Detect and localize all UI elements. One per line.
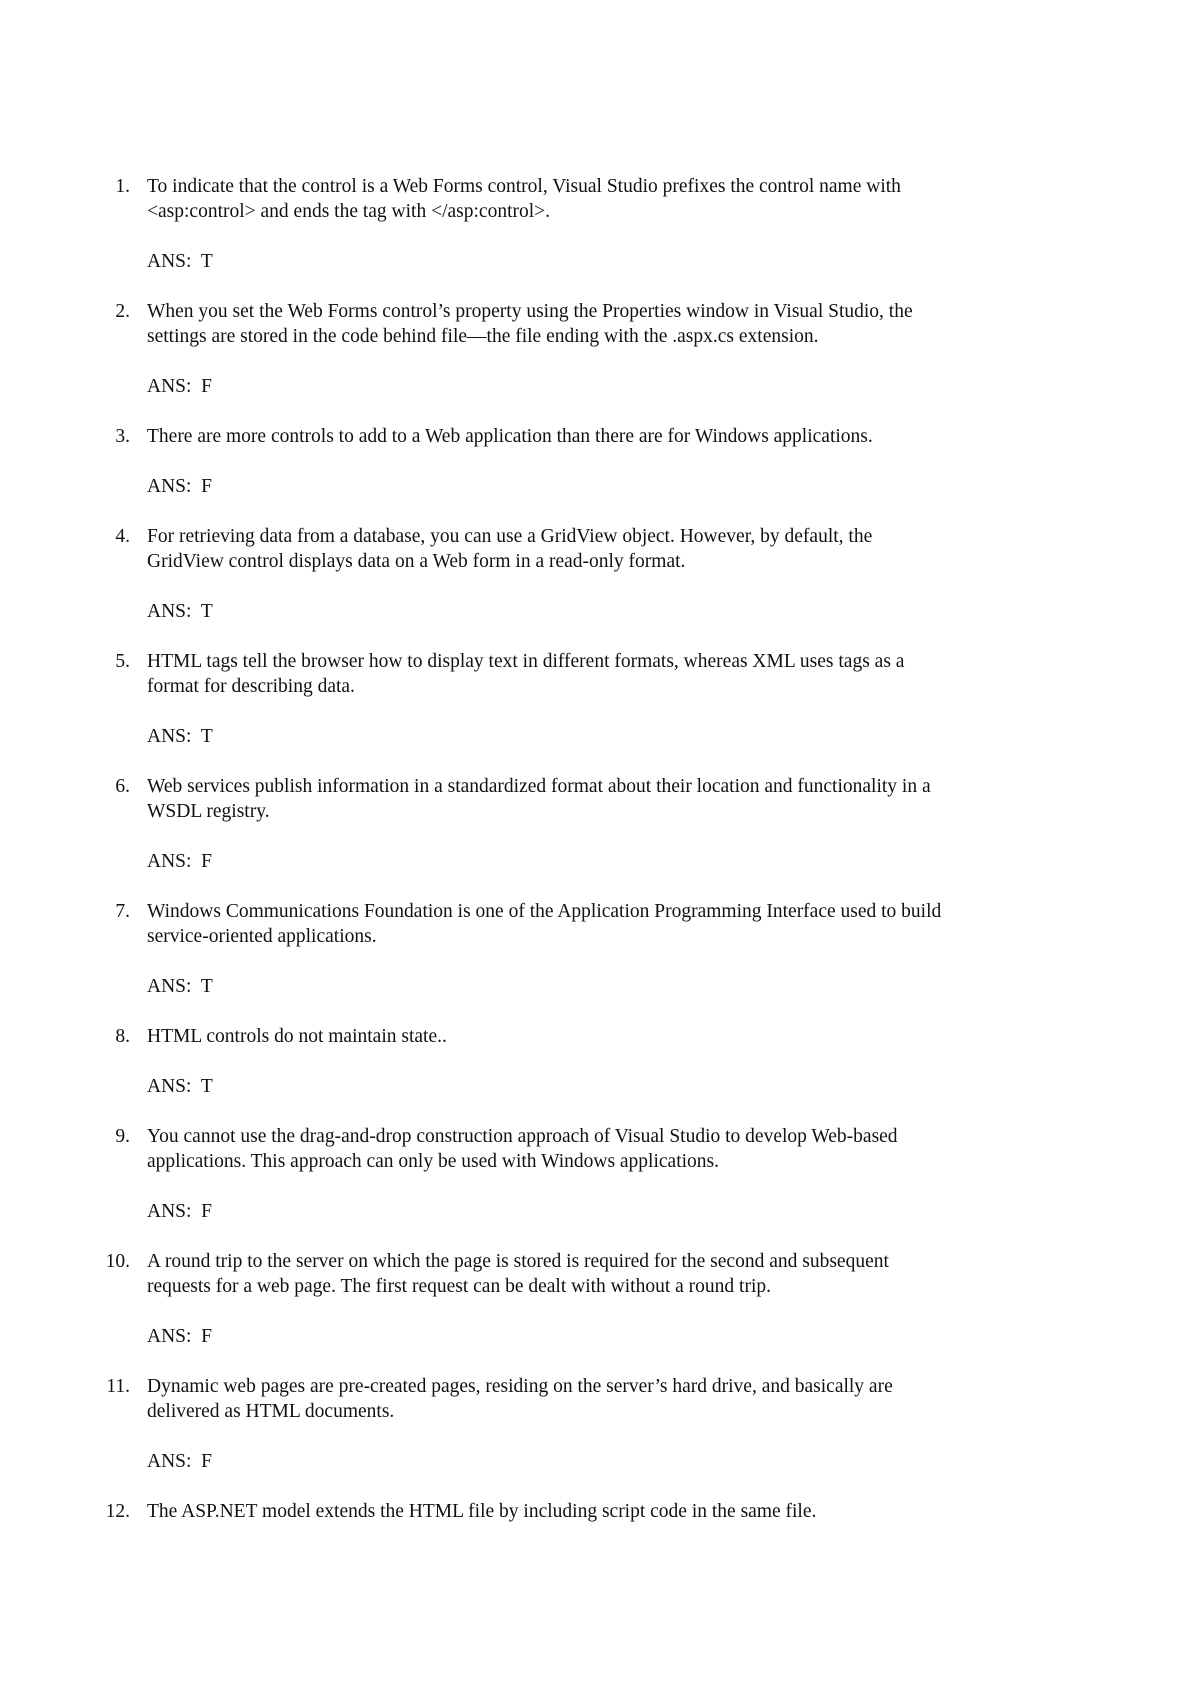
question-text: HTML tags tell the browser how to display text in different formats, whereas XML uses tags as a format for describing data. xyxy=(147,651,905,697)
question-text: When you set the Web Forms control’s property using the Properties window in Visual Studio, the settings are stored in the code behind file—the file ending with the .aspx.cs extension. xyxy=(147,301,913,347)
question-text: The ASP.NET model extends the HTML file by including script code in the same file. xyxy=(147,1501,817,1522)
question-text: A round trip to the server on which the page is stored is required for the second and subsequent requests for a web page. The first request can be dealt with without a round trip. xyxy=(147,1251,889,1297)
question-number: 2. xyxy=(115,301,130,322)
question-item xyxy=(0,1499,1200,1524)
question-number: 12. xyxy=(105,1501,130,1522)
answer-text: ANS: F xyxy=(147,851,213,872)
question-item xyxy=(0,424,1200,499)
answer-text: ANS: T xyxy=(147,976,213,997)
question-item xyxy=(0,524,1200,624)
answer-text: ANS: F xyxy=(147,376,213,397)
question-number: 5. xyxy=(115,651,130,672)
question-list xyxy=(0,174,1200,1549)
question-item xyxy=(0,649,1200,749)
answer-text: ANS: F xyxy=(147,476,213,497)
question-item xyxy=(0,899,1200,999)
question-text: You cannot use the drag-and-drop construction approach of Visual Studio to develop Web-based applications. This approach can only be used with Windows applications. xyxy=(147,1126,898,1172)
question-item xyxy=(0,1124,1200,1224)
question-text: For retrieving data from a database, you can use a GridView object. However, by default, the GridView control displays data on a Web form in a read-only format. xyxy=(147,526,873,572)
answer-text: ANS: T xyxy=(147,726,213,747)
question-text: To indicate that the control is a Web Forms control, Visual Studio prefixes the control name with <asp:control> and ends the tag with </asp:control>. xyxy=(147,176,901,222)
question-number: 8. xyxy=(115,1026,130,1047)
question-text: Dynamic web pages are pre-created pages, residing on the server’s hard drive, and basically are delivered as HTML documents. xyxy=(147,1376,893,1422)
question-number: 11. xyxy=(106,1376,130,1397)
question-number: 7. xyxy=(115,901,130,922)
question-item xyxy=(0,1249,1200,1349)
question-text: There are more controls to add to a Web application than there are for Windows applications. xyxy=(147,426,873,447)
answer-text: ANS: F xyxy=(147,1201,213,1222)
question-item xyxy=(0,1374,1200,1474)
question-number: 10. xyxy=(105,1251,130,1272)
question-number: 1. xyxy=(115,176,130,197)
question-item xyxy=(0,774,1200,874)
question-text: HTML controls do not maintain state.. xyxy=(147,1026,447,1047)
answer-text: ANS: T xyxy=(147,601,213,622)
answer-text: ANS: F xyxy=(147,1326,213,1347)
question-text: Windows Communications Foundation is one of the Application Programming Interface used to build service-oriented applications. xyxy=(147,901,942,947)
answer-text: ANS: T xyxy=(147,1076,213,1097)
question-item xyxy=(0,174,1200,274)
question-number: 3. xyxy=(115,426,130,447)
answer-text: ANS: F xyxy=(147,1451,213,1472)
question-number: 9. xyxy=(115,1126,130,1147)
question-text: Web services publish information in a standardized format about their location and functionality in a WSDL registry. xyxy=(147,776,931,822)
answer-text: ANS: T xyxy=(147,251,213,272)
question-item xyxy=(0,299,1200,399)
question-number: 6. xyxy=(115,776,130,797)
question-number: 4. xyxy=(115,526,130,547)
question-item xyxy=(0,1024,1200,1099)
